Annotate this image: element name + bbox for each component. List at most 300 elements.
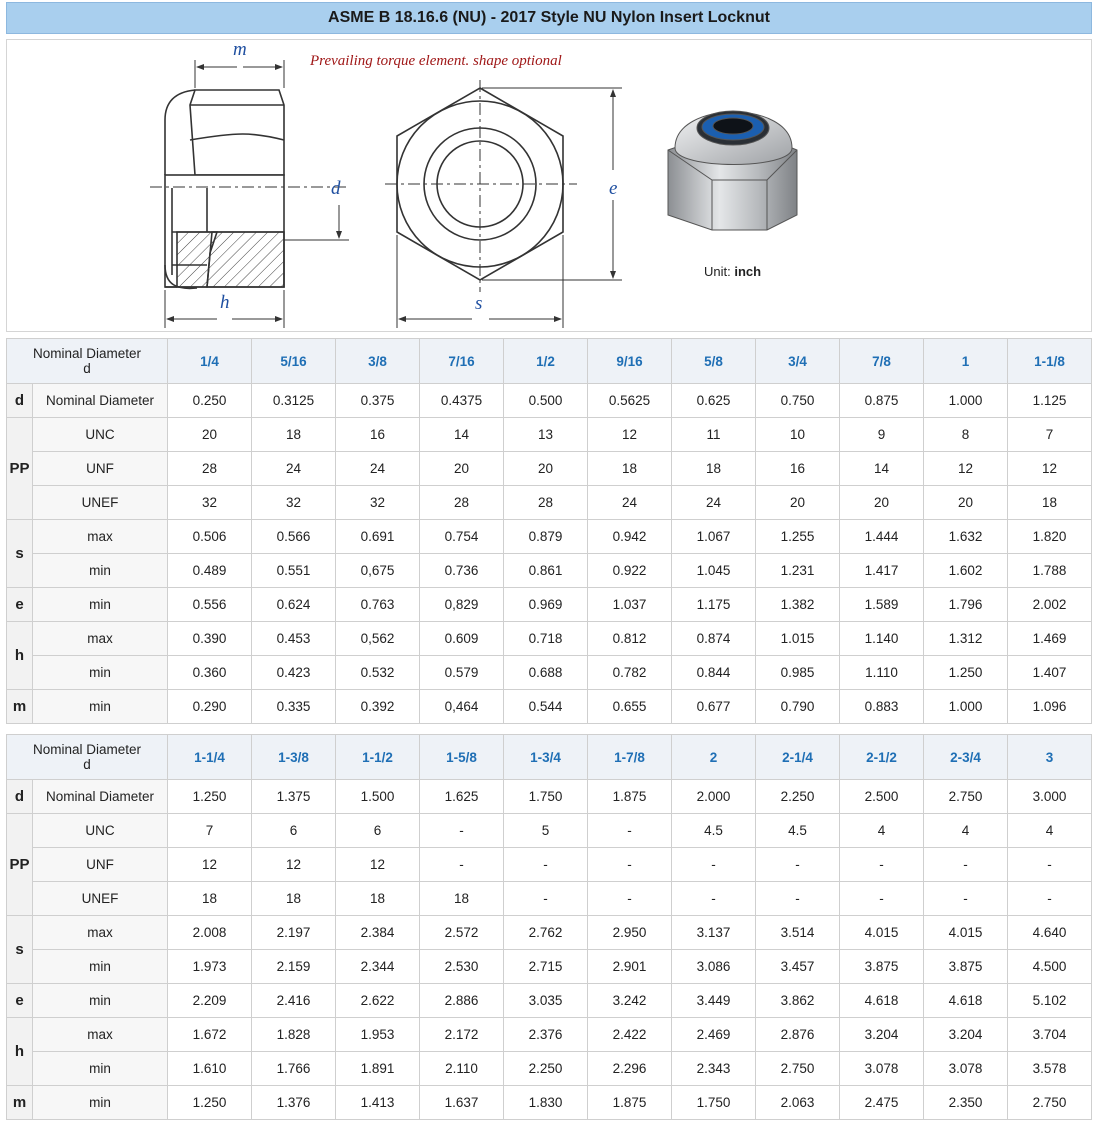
table-cell: 28: [168, 452, 252, 486]
table-cell: 1.375: [252, 780, 336, 814]
table-cell: 1.500: [336, 780, 420, 814]
table-cell: 20: [924, 486, 1008, 520]
table-cell: 1.250: [168, 1086, 252, 1120]
table-cell: 0.812: [588, 622, 672, 656]
table-cell: 0.985: [756, 656, 840, 690]
table-cell: 7: [1008, 418, 1092, 452]
table-cell: 1.469: [1008, 622, 1092, 656]
table-row: [7, 1052, 1092, 1086]
row-symbol: h: [7, 1018, 33, 1086]
row-symbol: PP: [7, 418, 33, 520]
row-label: max: [33, 622, 168, 656]
unit-label: [704, 264, 761, 279]
table-cell: 1.000: [924, 690, 1008, 724]
dim-label-d: d: [331, 178, 341, 199]
row-label: Nominal Diameter: [33, 384, 168, 418]
table-row: [7, 452, 1092, 486]
table-cell: 1.037: [588, 588, 672, 622]
table-cell: 4.5: [756, 814, 840, 848]
table-cell: 0.942: [588, 520, 672, 554]
header-sub: d: [83, 757, 91, 772]
table-cell: 5: [504, 814, 588, 848]
row-symbol: e: [7, 984, 33, 1018]
table-row: [7, 916, 1092, 950]
table-cell: 0.423: [252, 656, 336, 690]
table-cell: 3.078: [924, 1052, 1008, 1086]
table-cell: 7: [168, 814, 252, 848]
table-cell: 0.736: [420, 554, 504, 588]
table-cell: 2.715: [504, 950, 588, 984]
table-cell: 2.530: [420, 950, 504, 984]
row-symbol: m: [7, 690, 33, 724]
table-cell: 0.874: [672, 622, 756, 656]
table-row: [7, 780, 1092, 814]
row-symbol: m: [7, 1086, 33, 1120]
table-cell: 2.622: [336, 984, 420, 1018]
table-row: [7, 520, 1092, 554]
table-cell: 0.790: [756, 690, 840, 724]
table-cell: -: [756, 882, 840, 916]
table-cell: 1.875: [588, 780, 672, 814]
table-cell: 32: [252, 486, 336, 520]
table-cell: 1.796: [924, 588, 1008, 622]
table-cell: 2.296: [588, 1052, 672, 1086]
dim-label-h: h: [220, 292, 230, 313]
row-label: UNC: [33, 418, 168, 452]
table-cell: 1.973: [168, 950, 252, 984]
table-cell: 2.750: [756, 1052, 840, 1086]
row-label: UNF: [33, 848, 168, 882]
table-cell: -: [420, 814, 504, 848]
table-cell: 2.376: [504, 1018, 588, 1052]
table-cell: 0.566: [252, 520, 336, 554]
table-cell: 1.766: [252, 1052, 336, 1086]
row-symbol: PP: [7, 814, 33, 916]
table-cell: 3.204: [840, 1018, 924, 1052]
table-cell: 0.453: [252, 622, 336, 656]
table-row: [7, 848, 1092, 882]
table-cell: 0,675: [336, 554, 420, 588]
header-corner: [7, 339, 168, 384]
size-header: 1-7/8: [588, 735, 672, 780]
table-cell: 0.861: [504, 554, 588, 588]
table-cell: 2.416: [252, 984, 336, 1018]
table-cell: 0.969: [504, 588, 588, 622]
table-cell: 1.067: [672, 520, 756, 554]
table-cell: 1.632: [924, 520, 1008, 554]
table-cell: 3.000: [1008, 780, 1092, 814]
table-cell: 18: [168, 882, 252, 916]
table-cell: 0.500: [504, 384, 588, 418]
table-row: [7, 418, 1092, 452]
table-cell: 24: [588, 486, 672, 520]
table-cell: -: [924, 848, 1008, 882]
table-cell: 0.879: [504, 520, 588, 554]
table-cell: 3.514: [756, 916, 840, 950]
table-cell: 4: [924, 814, 1008, 848]
table-cell: 20: [756, 486, 840, 520]
table-cell: 0.579: [420, 656, 504, 690]
table-cell: 1.255: [756, 520, 840, 554]
table-cell: 5.102: [1008, 984, 1092, 1018]
dim-label-m: m: [233, 39, 247, 60]
table-cell: 12: [336, 848, 420, 882]
table-row: [7, 384, 1092, 418]
row-label: UNC: [33, 814, 168, 848]
table-cell: 1.637: [420, 1086, 504, 1120]
dim-label-e: e: [609, 178, 618, 199]
table-cell: 18: [672, 452, 756, 486]
table-cell: 3.457: [756, 950, 840, 984]
table-cell: 4: [1008, 814, 1092, 848]
table-cell: -: [588, 882, 672, 916]
table-cell: 2.350: [924, 1086, 1008, 1120]
table-cell: 18: [588, 452, 672, 486]
header-sub: d: [83, 361, 91, 376]
table-row: [7, 588, 1092, 622]
table-cell: 2.475: [840, 1086, 924, 1120]
table-cell: 18: [336, 882, 420, 916]
table-cell: 24: [336, 452, 420, 486]
row-symbol: h: [7, 622, 33, 690]
table-row: [7, 984, 1092, 1018]
table-cell: -: [672, 882, 756, 916]
table-cell: 1.250: [924, 656, 1008, 690]
row-label: max: [33, 520, 168, 554]
table-cell: -: [504, 882, 588, 916]
unit-value: inch: [734, 264, 762, 279]
table-cell: 1.750: [672, 1086, 756, 1120]
table-cell: 0.754: [420, 520, 504, 554]
table-cell: 2.250: [756, 780, 840, 814]
size-header: 1-3/4: [504, 735, 588, 780]
size-header: 1-5/8: [420, 735, 504, 780]
table-cell: 2.000: [672, 780, 756, 814]
table-cell: 1.602: [924, 554, 1008, 588]
table-cell: -: [840, 882, 924, 916]
table-cell: 2.422: [588, 1018, 672, 1052]
row-label: max: [33, 916, 168, 950]
table-cell: 1.045: [672, 554, 756, 588]
table-cell: 4.618: [924, 984, 1008, 1018]
table-cell: 1.250: [168, 780, 252, 814]
table-cell: -: [1008, 848, 1092, 882]
table-cell: 0.375: [336, 384, 420, 418]
table-cell: 3.578: [1008, 1052, 1092, 1086]
table-cell: 1.820: [1008, 520, 1092, 554]
table-cell: 1.096: [1008, 690, 1092, 724]
table-cell: 12: [252, 848, 336, 882]
row-label: UNEF: [33, 486, 168, 520]
table-cell: 28: [504, 486, 588, 520]
size-header: 2-1/2: [840, 735, 924, 780]
table-cell: 2.950: [588, 916, 672, 950]
row-label: max: [33, 1018, 168, 1052]
table-row: [7, 814, 1092, 848]
row-label: min: [33, 588, 168, 622]
dim-label-s: s: [475, 293, 483, 314]
table-cell: 3.078: [840, 1052, 924, 1086]
table-cell: 2.110: [420, 1052, 504, 1086]
table-cell: -: [672, 848, 756, 882]
table-cell: 6: [252, 814, 336, 848]
table-cell: 28: [420, 486, 504, 520]
size-header: 1-1/8: [1008, 339, 1092, 384]
table-cell: 0.544: [504, 690, 588, 724]
table-cell: 0.688: [504, 656, 588, 690]
table-row: [7, 950, 1092, 984]
table-cell: 24: [672, 486, 756, 520]
size-header: 3/8: [336, 339, 420, 384]
table-row: [7, 1086, 1092, 1120]
size-header: 1/4: [168, 339, 252, 384]
table-cell: 18: [420, 882, 504, 916]
table-cell: 2.500: [840, 780, 924, 814]
table-cell: 0.750: [756, 384, 840, 418]
table-cell: 3.035: [504, 984, 588, 1018]
table-cell: 0.875: [840, 384, 924, 418]
table-cell: 1.750: [504, 780, 588, 814]
size-header: 5/8: [672, 339, 756, 384]
table-cell: 3.086: [672, 950, 756, 984]
table-cell: 24: [252, 452, 336, 486]
table-cell: 1.125: [1008, 384, 1092, 418]
table-cell: 3.862: [756, 984, 840, 1018]
table-cell: 12: [924, 452, 1008, 486]
size-header: 1-1/2: [336, 735, 420, 780]
size-header: 1-3/8: [252, 735, 336, 780]
table-cell: 2.762: [504, 916, 588, 950]
header-label: Nominal Diameter: [32, 346, 142, 361]
table-cell: 0,562: [336, 622, 420, 656]
row-label: UNF: [33, 452, 168, 486]
table-cell: 0.360: [168, 656, 252, 690]
row-label: min: [33, 690, 168, 724]
table-cell: 2.250: [504, 1052, 588, 1086]
table-cell: 0.551: [252, 554, 336, 588]
table-cell: 3.137: [672, 916, 756, 950]
table-cell: 0.691: [336, 520, 420, 554]
size-header: 7/16: [420, 339, 504, 384]
table-cell: 2.469: [672, 1018, 756, 1052]
table-row: [7, 554, 1092, 588]
table-cell: 0,464: [420, 690, 504, 724]
table-cell: 0.506: [168, 520, 252, 554]
table-cell: 4.015: [924, 916, 1008, 950]
row-symbol: d: [7, 780, 33, 814]
table-cell: 0.556: [168, 588, 252, 622]
table-cell: 1.672: [168, 1018, 252, 1052]
size-header: 1/2: [504, 339, 588, 384]
table-cell: 13: [504, 418, 588, 452]
table-cell: 16: [336, 418, 420, 452]
table-cell: 1.444: [840, 520, 924, 554]
table-cell: 0.250: [168, 384, 252, 418]
unit-prefix: Unit:: [704, 264, 735, 279]
size-header: 2: [672, 735, 756, 780]
row-label: min: [33, 554, 168, 588]
table-cell: 2.886: [420, 984, 504, 1018]
table-cell: 0.782: [588, 656, 672, 690]
table-cell: -: [1008, 882, 1092, 916]
table-cell: 1.610: [168, 1052, 252, 1086]
table-cell: 8: [924, 418, 1008, 452]
dimension-table-2: [6, 734, 1092, 1120]
table-cell: -: [756, 848, 840, 882]
prevailing-torque-note: Prevailing torque element. shape optional: [310, 53, 562, 69]
table-cell: 4.5: [672, 814, 756, 848]
table-cell: 14: [420, 418, 504, 452]
table-cell: 9: [840, 418, 924, 452]
table-cell: 20: [168, 418, 252, 452]
table-cell: 4: [840, 814, 924, 848]
row-label: UNEF: [33, 882, 168, 916]
table-cell: 4.015: [840, 916, 924, 950]
table-cell: 4.640: [1008, 916, 1092, 950]
table-cell: 2.750: [1008, 1086, 1092, 1120]
table-cell: 2.063: [756, 1086, 840, 1120]
table-cell: 0.609: [420, 622, 504, 656]
table-cell: 1.110: [840, 656, 924, 690]
table-cell: 0.844: [672, 656, 756, 690]
table-cell: 0.922: [588, 554, 672, 588]
table-cell: 12: [1008, 452, 1092, 486]
table-cell: 18: [252, 418, 336, 452]
technical-drawing: [6, 39, 1092, 332]
table-cell: 0,829: [420, 588, 504, 622]
table-cell: 1.589: [840, 588, 924, 622]
table-cell: 1.407: [1008, 656, 1092, 690]
table-cell: 1.000: [924, 384, 1008, 418]
table-cell: -: [588, 814, 672, 848]
table-cell: 3.875: [924, 950, 1008, 984]
size-header: 3: [1008, 735, 1092, 780]
row-label: min: [33, 1086, 168, 1120]
table-cell: 1.875: [588, 1086, 672, 1120]
row-symbol: e: [7, 588, 33, 622]
table-cell: 0.677: [672, 690, 756, 724]
table-cell: 2.159: [252, 950, 336, 984]
row-label: min: [33, 1052, 168, 1086]
table-row: [7, 656, 1092, 690]
row-symbol: s: [7, 916, 33, 984]
table-cell: 3.875: [840, 950, 924, 984]
size-header: 9/16: [588, 339, 672, 384]
table-cell: 1.175: [672, 588, 756, 622]
table-cell: 20: [420, 452, 504, 486]
dimension-table-1: [6, 338, 1092, 724]
table-cell: 0.392: [336, 690, 420, 724]
header-row: [7, 735, 1092, 780]
header-label: Nominal Diameter: [32, 742, 142, 757]
locknut-drawing: [7, 40, 1093, 333]
table-cell: 0.655: [588, 690, 672, 724]
table-cell: 2.197: [252, 916, 336, 950]
table-cell: 0.335: [252, 690, 336, 724]
table-cell: 0.718: [504, 622, 588, 656]
table-cell: 1.417: [840, 554, 924, 588]
table-cell: 18: [252, 882, 336, 916]
table-cell: 1.625: [420, 780, 504, 814]
table-cell: 0.625: [672, 384, 756, 418]
table-cell: 1.231: [756, 554, 840, 588]
size-header: 5/16: [252, 339, 336, 384]
table-cell: 0.390: [168, 622, 252, 656]
table-cell: 3.242: [588, 984, 672, 1018]
size-header: 2-3/4: [924, 735, 1008, 780]
table-cell: 1.788: [1008, 554, 1092, 588]
table-cell: 20: [840, 486, 924, 520]
row-label: min: [33, 950, 168, 984]
table-cell: 0.532: [336, 656, 420, 690]
table-cell: 1.953: [336, 1018, 420, 1052]
table-cell: 20: [504, 452, 588, 486]
row-label: Nominal Diameter: [33, 780, 168, 814]
table-cell: 2.572: [420, 916, 504, 950]
size-header: 2-1/4: [756, 735, 840, 780]
size-header: 3/4: [756, 339, 840, 384]
table-cell: 2.876: [756, 1018, 840, 1052]
table-row: [7, 690, 1092, 724]
table-cell: 12: [588, 418, 672, 452]
table-cell: 2.901: [588, 950, 672, 984]
table-cell: 4.618: [840, 984, 924, 1018]
table-cell: 1.891: [336, 1052, 420, 1086]
table-cell: -: [840, 848, 924, 882]
table-cell: 0.489: [168, 554, 252, 588]
table-cell: -: [420, 848, 504, 882]
table-cell: -: [588, 848, 672, 882]
header-row: [7, 339, 1092, 384]
table-cell: 11: [672, 418, 756, 452]
table-cell: 18: [1008, 486, 1092, 520]
table-cell: 1.312: [924, 622, 1008, 656]
table-cell: 1.140: [840, 622, 924, 656]
table-cell: 2.344: [336, 950, 420, 984]
table-cell: 3.204: [924, 1018, 1008, 1052]
size-header: 1: [924, 339, 1008, 384]
table-cell: 3.704: [1008, 1018, 1092, 1052]
locknut-3d-icon: [668, 111, 797, 230]
table-cell: -: [504, 848, 588, 882]
table-cell: 2.750: [924, 780, 1008, 814]
size-header: 7/8: [840, 339, 924, 384]
table-cell: 1.376: [252, 1086, 336, 1120]
page-title: ASME B 18.16.6 (NU) - 2017 Style NU Nylon Insert Locknut: [6, 2, 1092, 34]
size-header: 1-1/4: [168, 735, 252, 780]
table-cell: 2.343: [672, 1052, 756, 1086]
table-cell: 2.008: [168, 916, 252, 950]
table-row: [7, 1018, 1092, 1052]
table-cell: 4.500: [1008, 950, 1092, 984]
row-symbol: s: [7, 520, 33, 588]
row-symbol: d: [7, 384, 33, 418]
table-cell: 32: [336, 486, 420, 520]
table-cell: 6: [336, 814, 420, 848]
table-cell: 1.828: [252, 1018, 336, 1052]
table-cell: 3.449: [672, 984, 756, 1018]
table-row: [7, 622, 1092, 656]
table-cell: 2.002: [1008, 588, 1092, 622]
header-corner: [7, 735, 168, 780]
table-cell: 0.883: [840, 690, 924, 724]
table-cell: -: [924, 882, 1008, 916]
table-cell: 1.015: [756, 622, 840, 656]
side-view: [165, 90, 284, 288]
table-cell: 0.290: [168, 690, 252, 724]
table-cell: 0.4375: [420, 384, 504, 418]
table-cell: 1.830: [504, 1086, 588, 1120]
